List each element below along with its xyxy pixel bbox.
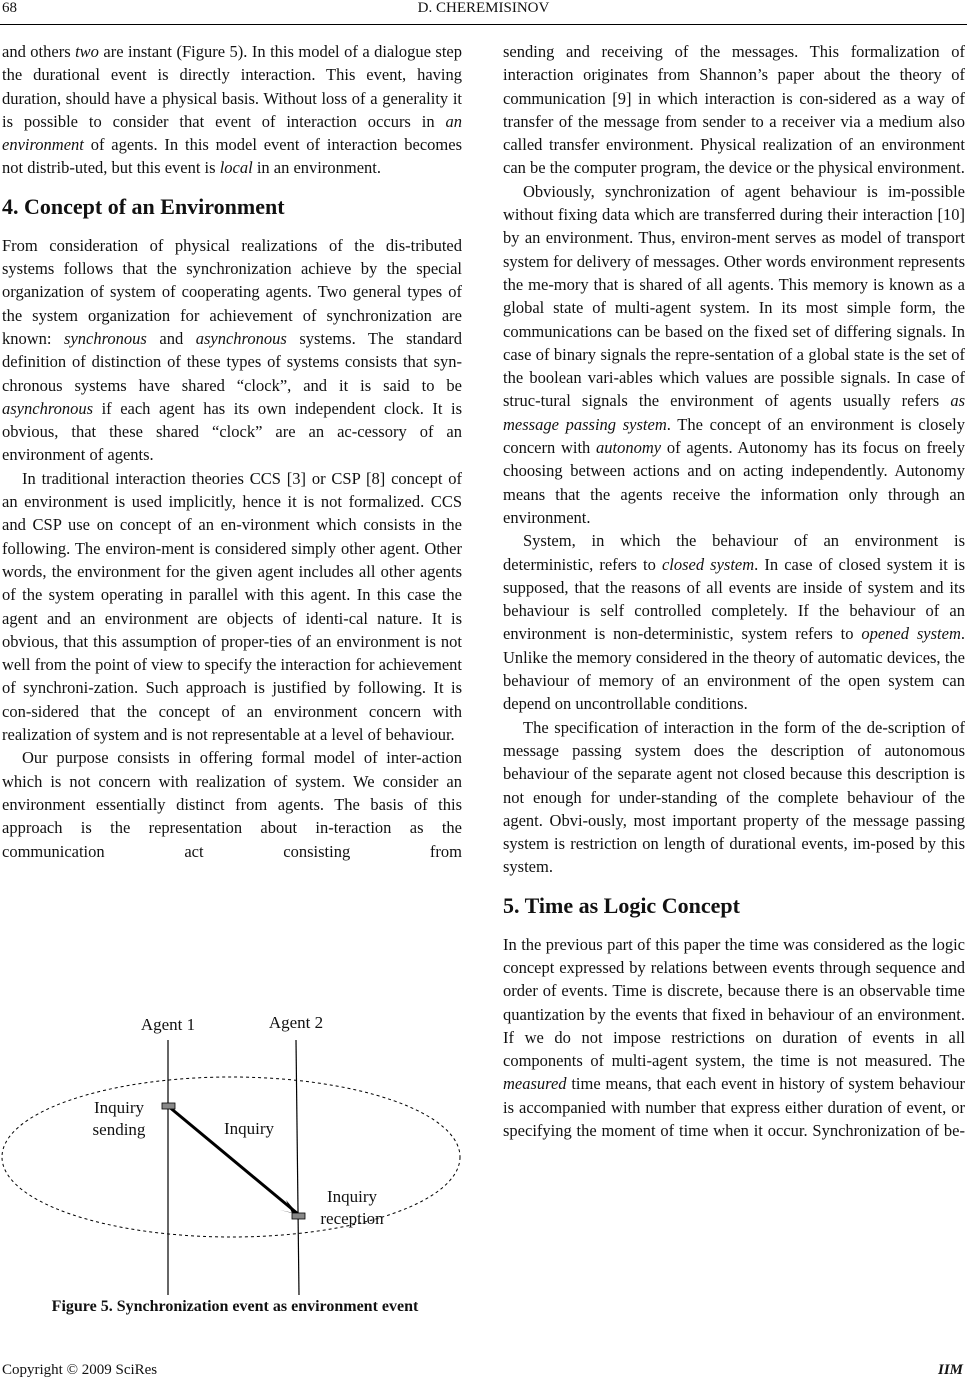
italic-text: asynchronous — [195, 328, 287, 348]
inquiry-sending-label: Inquiry sending — [92, 1098, 146, 1139]
paragraph: Our purpose consists in offering formal model of inter-action which is not concern with realization of system. We consider an environment essentially distinct from agents. The basis of this approach is the representation about in-teraction as the communication act consisting from — [2, 748, 462, 861]
paragraph: sending and receiving of the messages. This formalization of interaction originates from Shannon’s paper about the theory of communication [9] in which interaction is con-sidered as a way of transfer of the message from sender to a receiver via a medium also called transfer environment. Physical realization of an environment can be the computer program, the device or the physical environment. — [503, 42, 965, 178]
section-heading: 5. Time as Logic Concept — [503, 892, 740, 918]
page-number: 68 — [2, 0, 17, 16]
page-header — [0, 0, 967, 28]
figure-diagram — [0, 1010, 470, 1300]
italic-text: opened system — [861, 624, 961, 644]
italic-text: closed system — [661, 554, 755, 574]
inquiry-reception-label: Inquiry reception — [320, 1187, 384, 1228]
header-rule — [0, 24, 967, 25]
italic-text: asynchronous — [2, 398, 94, 418]
sending-marker — [162, 1103, 175, 1109]
italic-text: synchronous — [64, 328, 147, 348]
agent1-label: Agent 1 — [140, 1015, 196, 1034]
italic-text: two — [75, 42, 99, 61]
journal-name: IIM — [937, 1362, 963, 1378]
figure-5 — [0, 1010, 470, 1310]
italic-text: as message passing system — [503, 391, 965, 434]
paragraph: System, in which the behaviour of an environment is deterministic, refers to closed system. In case of closed system it is supposed, that the reasons of all events are inside of system and its behaviour is self controlled completely. If the behaviour of an environment is non-deterministic, system refers to opened system. Unlike the memory considered in the theory of automatic devices, the behaviour of memory of an environment of the open system can depend on uncontrollable conditions. — [503, 531, 965, 714]
reception-marker — [292, 1213, 305, 1219]
figure-caption: Figure 5. Synchronization event as environment event — [51, 1298, 419, 1315]
running-title: D. CHEREMISINOV — [417, 0, 550, 16]
inquiry-label: Inquiry — [223, 1119, 275, 1138]
italic-text: measured — [503, 1074, 567, 1094]
paragraph: Obviously, synchronization of agent behaviour is im-possible without fixing data which are transferred during their interaction [10] by an environment. Thus, environ-ment serves as model of transport system for delivery of messages. Other words environment represents the me-mory that is shared of all agents. This memory is known as a global state of multi-agent system. In its most simple form, the communications can be based on the fixed set of differing signals. In case of binary signals the repre-sentation of a global state is the set of the boolean vari-ables which values are possible signals. In case of struc-tural signals the environment of agents usually refers as message passing system. The concept of an environment is closely concern with autonomy of agents. Autonomy has its focus on freely choosing between actions and on acting independently. Autonomy means that the agents receive the information only through an environment. — [503, 181, 965, 527]
paragraph: and others two are instant (Figure 5). In this model of a dialogue step the durational event is directly interaction. This event, having duration, should have a physical basis. Without loss of a generality it is possible to consider that event of interaction occurs in an environment of agents. In this model event of interaction becomes not distrib-uted, but this event is local in an environment. — [2, 42, 462, 178]
right-column — [503, 40, 965, 1142]
italic-text: an environment — [2, 111, 462, 155]
paragraph: The specification of interaction in the form of the de-scription of message passing system does the description of autonomous behaviour of the separate agent not closed because this description is not enough for under-standing of the complete behaviour of the agent. Obvi-ously, most important property of the message passing system is restriction on length of durational events, im-posed by this system. — [503, 717, 965, 877]
paragraph: From consideration of physical realizations of the dis-tributed systems follows that the synchronization achieve by the special organization of system of cooperating agents. Two general types of the system organization for achievement of synchronization are known: synchronous and asynchronous systems. The standard definition of distinction of these types of systems consists that syn-chronous systems have shared “clock”, and it is said to be asynchronous if each agent has its own independent clock. It is obvious, that these shared “clock” are an ac-cessory of an environment of agents. — [2, 235, 463, 465]
paragraph: In traditional interaction theories CCS [3] or CSP [8] concept of an environment is used implicitly, hence it is not formalized. CCS and CSP use on concept of an en-vironment which consists in the following. The environ-ment is considered simply other agent. Other words, the environment for the given agent includes all other agents of the system operating in parallel with this agent. In this case the agent and an environment are objects of identi-cal nature. It is obvious, that this assumption of proper-ties of an environment is not well from the point of view to specify the interaction for achievement of synchroni-zation. Such approach is justified by following. It is con-sidered that the concept of an environment concern with realization of system and is not representable at a level of behaviour. — [2, 468, 462, 745]
italic-text: autonomy — [596, 438, 662, 458]
copyright: Copyright © 2009 SciRes — [2, 1362, 158, 1378]
paragraph: In the previous part of this paper the time was considered as the logic concept expressed by relations between events through sequence and order of events. Time is discrete, because there is an observable time quantization by the events that fixed in behaviour of an environment. If we do not impose restrictions on duration of events in all components of multi-agent system, the time is not measured. The measured time means, that each event in history of system behaviour is accompanied with number that express either duration of event, or specifying the moment of time when it occur. Synchronization of be- — [503, 934, 965, 1141]
agent2-label: Agent 2 — [268, 1013, 324, 1032]
left-column — [2, 40, 462, 863]
section-heading: 4. Concept of an Environment — [2, 193, 285, 219]
agent2-lifeline — [296, 1040, 299, 1295]
italic-text: local — [219, 158, 253, 178]
